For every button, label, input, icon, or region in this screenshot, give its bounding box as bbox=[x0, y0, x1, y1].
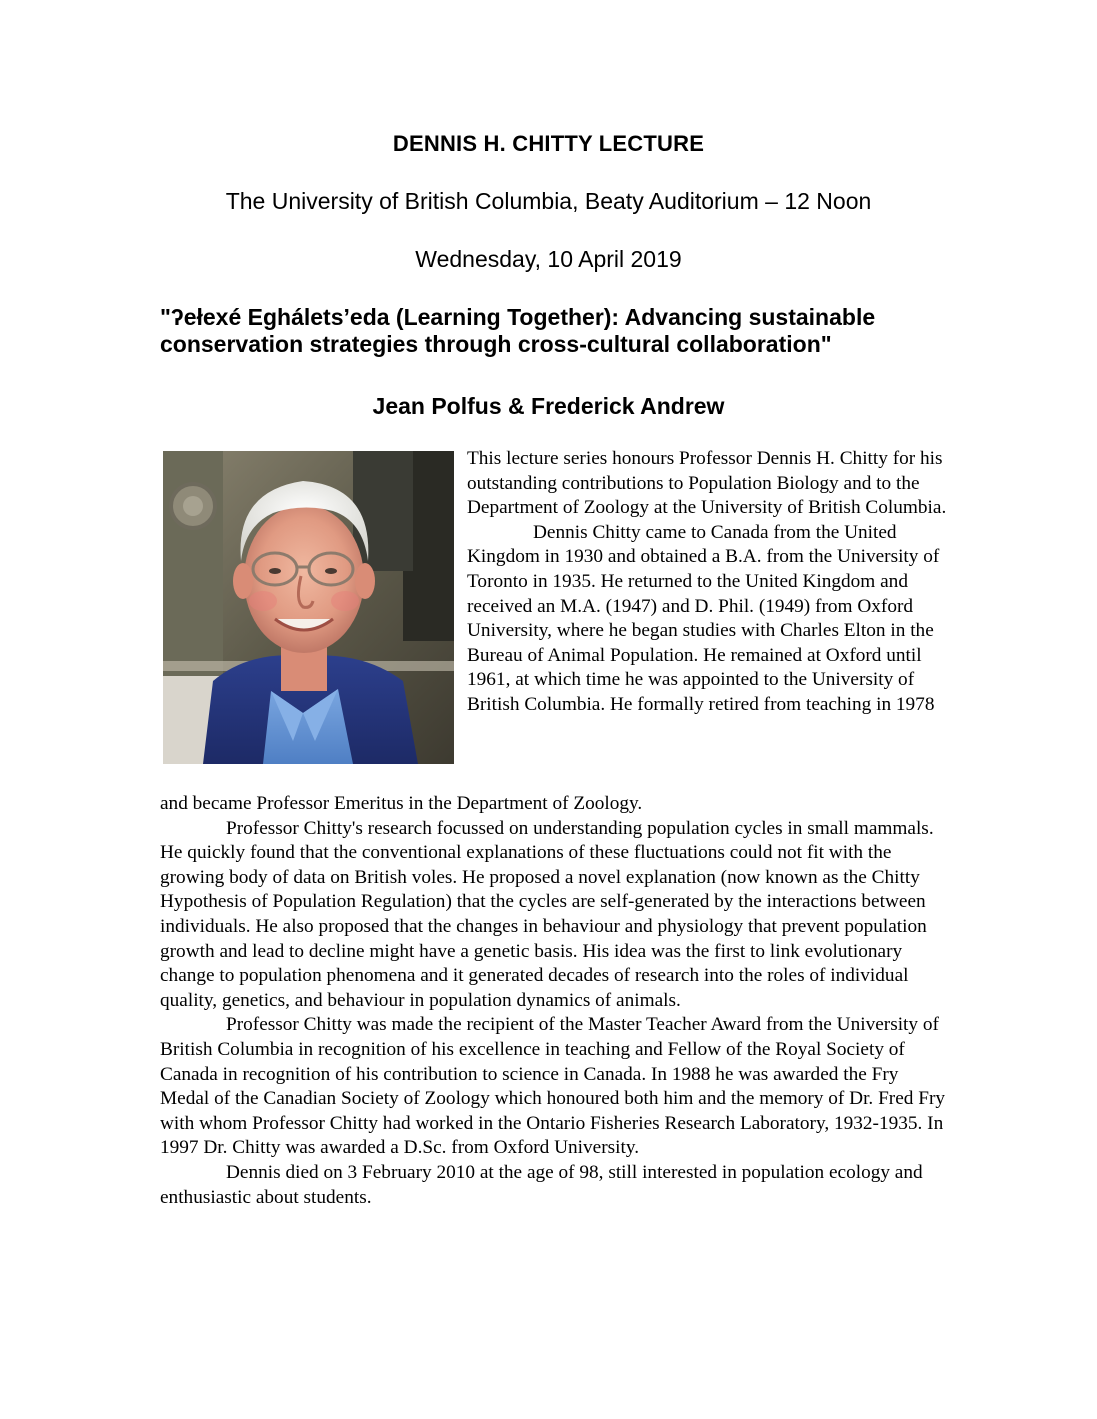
awards-paragraph: Professor Chitty was made the recipient of the Master Teacher Award from the University of British Columbia in recognition of his excellence in teaching and Fellow of the Royal Society of Canada in recognition of his contribution to science in Canada. In 1988 he was awarded the Fry Medal of the Canadian Society of Zoology which honoured both him and the memory of Dr. Fred Fry with whom Professor Chitty had worked in the Ontario Fisheries Research Laboratory, 1932-1935. In 1997 Dr. Chitty was awarded a D.Sc. from Oxford University. bbox=[160, 1014, 946, 1159]
venue-line: The University of British Columbia, Beaty Auditorium – 12 Noon bbox=[225, 188, 872, 214]
portrait-photo bbox=[163, 451, 454, 764]
bio-paragraph-start: Dennis Chitty came to Canada from the United Kingdom in 1930 and obtained a B.A. from the University of Toronto in 1935. He returned to the United Kingdom and received an M.A. (1947) and D. Phil. (1949) from Oxford University, where he began studies with Charles Elton in the Bureau of Animal Population. He remained at Oxford until 1961, at which time he was appointed to the University of British Columbia. He formally retired from teaching in 1978 bbox=[467, 521, 940, 715]
intro-column bbox=[467, 447, 955, 718]
lecture-name-heading: DENNIS H. CHITTY LECTURE bbox=[392, 131, 705, 156]
date-line: Wednesday, 10 April 2019 bbox=[415, 246, 682, 272]
intro-paragraph: This lecture series honours Professor Dennis H. Chitty for his outstanding contributions to Population Biology and to the Department of Zoology at the University of British Columbia. bbox=[467, 448, 947, 519]
death-paragraph: Dennis died on 3 February 2010 at the age of 98, still interested in population ecology and enthusiastic about students. bbox=[160, 1161, 923, 1208]
bio-paragraph-end: and became Professor Emeritus in the Department of Zoology. bbox=[160, 793, 643, 814]
main-text-column bbox=[160, 792, 950, 1210]
talk-title: "ʔełexé Eghálets’eda (Learning Together): Advancing sustainable conservation strategies through cross-cultural collaboration" bbox=[160, 304, 876, 357]
research-paragraph: Professor Chitty's research focussed on understanding population cycles in small mammals. He quickly found that the conventional explanations of these fluctuations could not fit with the growing body of data on British voles. He proposed a novel explanation (now known as the Chitty Hypothesis of Population Regulation) that the cycles are self-generated by the interactions between individuals. He also proposed that the changes in behaviour and physiology that prevent population growth and lead to decline might have a genetic basis. His idea was the first to link evolutionary change to population phenomena and it generated decades of research into the roles of individual quality, genetics, and behaviour in population dynamics of animals. bbox=[160, 817, 934, 1011]
speakers-line: Jean Polfus & Frederick Andrew bbox=[372, 393, 725, 419]
